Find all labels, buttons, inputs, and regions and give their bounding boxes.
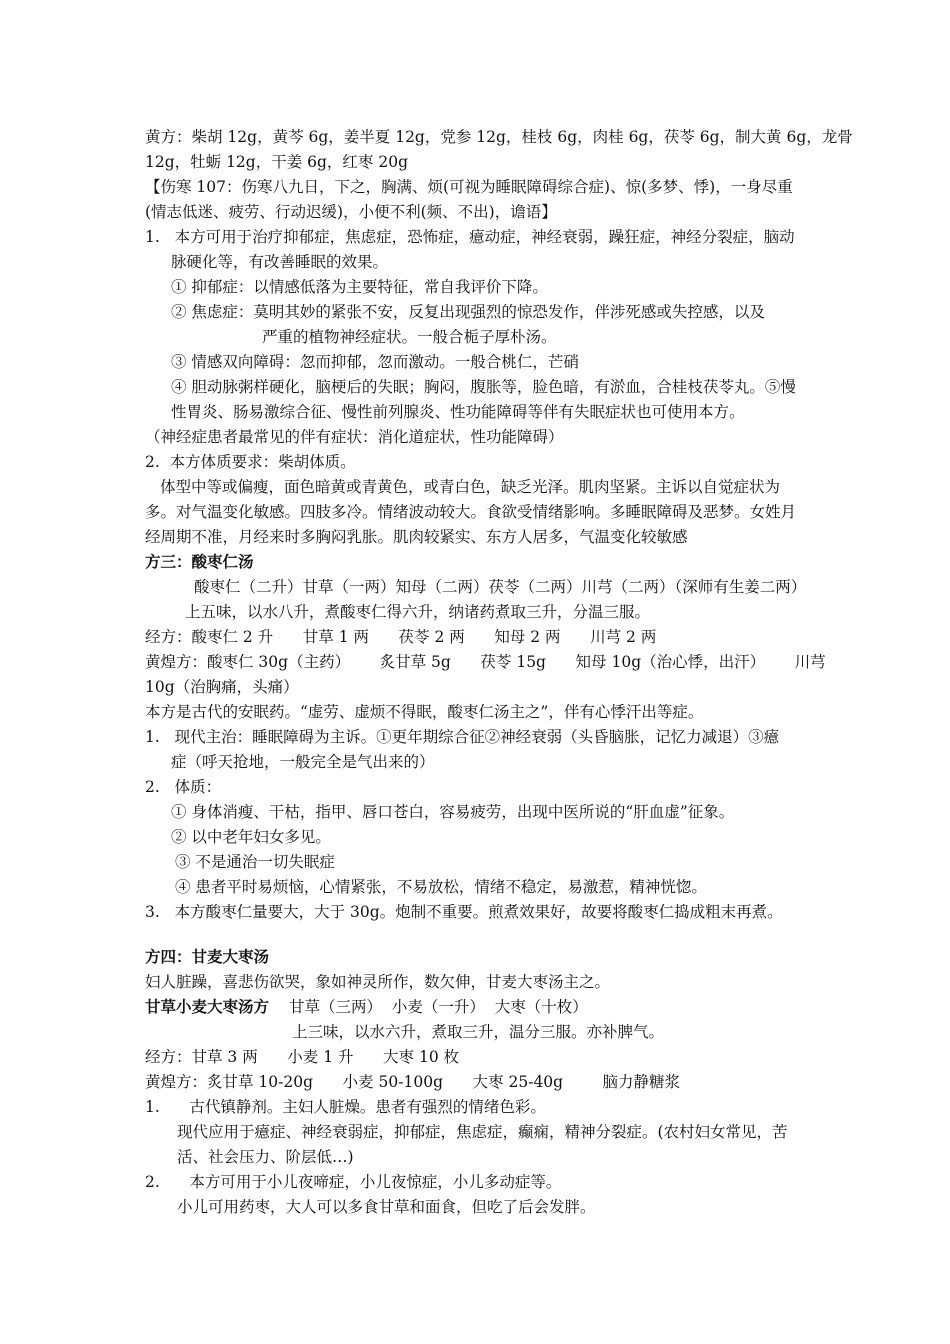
text-line: ② 以中老年妇女多见。 [171,828,331,846]
text-line: ③ 情感双向障碍：忽而抑郁，忽而激动。一般合桃仁，芒硝 [171,353,579,371]
text-line: (情志低迷、疲劳、行动迟缓)，小便不利(频、不出)，谵语】 [145,203,557,221]
text-line: 黄煌方：酸枣仁 30g（主药） 炙甘草 5g 茯苓 15g 知母 10g（治心悸，出汗） 川芎 [145,653,826,671]
text-line: ① 身体消瘦、干枯，指甲、唇口苍白，容易疲劳，出现中医所说的“肝血虚”征象。 [171,803,735,821]
text-line: 2. 本方可用于小儿夜啼症，小儿夜惊症，小儿多动症等。 [145,1173,562,1191]
text-line: 经方：甘草 3 两 小麦 1 升 大枣 10 枚 [145,1048,460,1066]
text-line: 小儿可用药枣，大人可以多食甘草和面食，但吃了后会发胖。 [177,1198,596,1216]
text-line: ② 焦虑症：莫明其妙的紧张不安，反复出现强烈的惊恐发作，伴涉死感或失控感，以及 [171,303,765,321]
text-line: 酸枣仁（二升）甘草（一两）知母（二两）茯苓（二两）川芎（二两）（深师有生姜二两） [194,578,807,596]
text-line: 2. 本方体质要求：柴胡体质。 [145,453,356,471]
formula-name: 甘草小麦大枣汤方 [145,997,270,1016]
text-line: 上三味，以水六升，煮取三升，温分三服。亦补脾气。 [292,1023,665,1041]
text-line: ① 抑郁症：以情感低落为主要特征，常自我评价下降。 [171,278,548,296]
section-heading: 方四：甘麦大枣汤 [145,947,270,966]
text-line: 体型中等或偏瘦，面色暗黄或青黄色，或青白色，缺乏光泽。肌肉坚紧。主诉以自觉症状为 [160,478,781,496]
text-line: 脉硬化等，有改善睡眠的效果。 [171,253,389,271]
text-line: 黄煌方：炙甘草 10-20g 小麦 50-100g 大枣 25-40g 脑力静糖浆 [145,1073,681,1091]
text-line: 【伤寒 107：伤寒八九日，下之，胸满、烦(可视为睡眠障碍综合症)、惊(多梦、悸)，一身尽重 [145,178,793,196]
text-line: 2. 体质： [145,778,222,796]
text-line: 上五味，以水八升，煮酸枣仁得六升，纳诸药煮取三升，分温三服。 [185,603,651,621]
text-line: 10g（治胸痛，头痛） [145,678,299,696]
text-line: 1. 现代主治：睡眠障碍为主诉。①更年期综合征②神经衰弱（头昏脑胀，记忆力减退）③癔 [145,728,780,746]
text-line: 黄方：柴胡 12g，黄芩 6g，姜半夏 12g，党参 12g，桂枝 6g，肉桂 6g，茯苓 6g，制大黄 6g，龙骨 [145,128,853,146]
text-line: 1. 古代镇静剂。主妇人脏燥。患者有强烈的情绪色彩。 [145,1098,546,1116]
text-line: 多。对气温变化敏感。四肢多冷。情绪波动较大。食欲受情绪影响。多睡眠障碍及恶梦。女姓月 [145,503,797,521]
text-line: 症（呼天抢地，一般完全是气出来的） [171,753,435,771]
text-line: 严重的植物神经症状。一般合栀子厚朴汤。 [262,328,557,346]
text-line: 妇人脏躁，喜悲伤欲哭，象如神灵所作，数欠伸，甘麦大枣汤主之。 [145,973,611,991]
text-line: 12g，牡蛎 12g，干姜 6g，红枣 20g [145,153,409,171]
text-line: 本方是古代的安眠药。“虚劳、虚烦不得眠，酸枣仁汤主之”，伴有心悸汗出等症。 [145,703,704,721]
text-line: 甘草（三两） 小麦（一升） 大枣（十枚） [289,998,588,1016]
text-line: 活、社会压力、阶层低…) [177,1148,354,1166]
text-line: 现代应用于癔症、神经衰弱症，抑郁症，焦虑症，癫痫，精神分裂症。(农村妇女常见，苦 [177,1123,788,1141]
section-heading: 方三：酸枣仁汤 [145,552,254,571]
text-line: 1. 本方可用于治疗抑郁症，焦虑症，恐怖症，癔动症，神经衰弱，躁狂症，神经分裂症，脑动 [145,228,795,246]
text-line: ③ 不是通治一切失眠症 [175,853,335,871]
text-line: 经方：酸枣仁 2 升 甘草 1 两 茯苓 2 两 知母 2 两 川芎 2 两 [145,628,657,646]
text-line: 经周期不准，月经来时多胸闷乳胀。肌肉较紧实、东方人居多，气温变化较敏感 [145,528,688,546]
text-line: （神经症患者最常见的伴有症状：消化道症状，性功能障碍） [145,428,564,446]
text-line: 性胃炎、肠易激综合征、慢性前列腺炎、性功能障碍等伴有失眠症状也可使用本方。 [171,403,745,421]
text-line: ④ 患者平时易烦恼，心情紧张，不易放松，情绪不稳定，易激惹，精神恍惚。 [175,878,707,896]
text-line: 3. 本方酸枣仁量要大，大于 30g。炮制不重要。煎煮效果好，故要将酸枣仁捣成粗末再煮。 [145,903,783,921]
text-line: ④ 胆动脉粥样硬化，脑梗后的失眠；胸闷，腹胀等，脸色暗，有淤血，合桂枝茯苓丸。⑤慢 [171,378,796,396]
